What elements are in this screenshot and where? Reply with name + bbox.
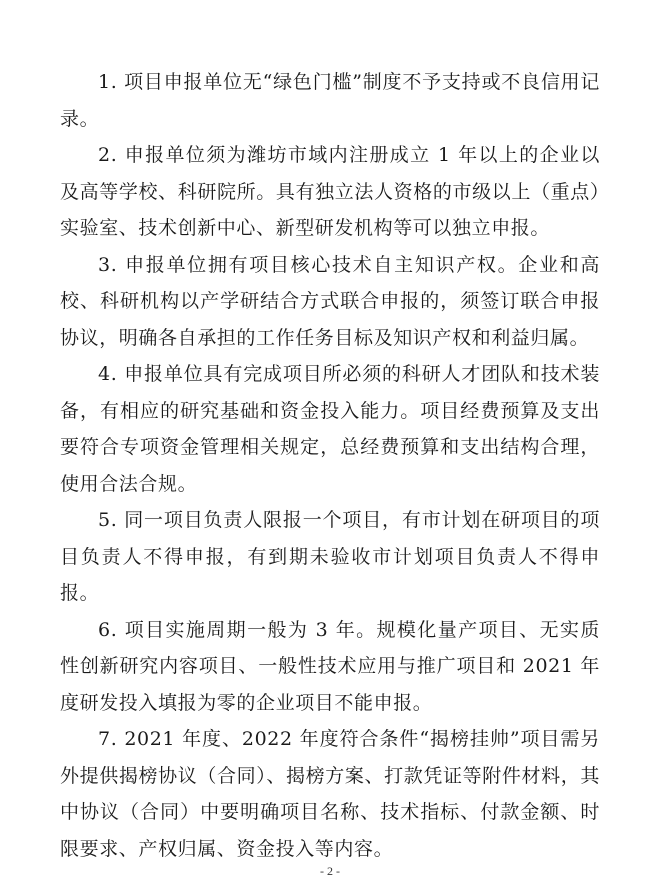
page-number: - 2 - <box>320 864 340 878</box>
paragraph-1: 1. 项目申报单位无“绿色门槛”制度不予支持或不良信用记录。 <box>60 71 600 130</box>
paragraph-4: 4. 申报单位具有完成项目所必须的科研人才团队和技术装备，有相应的研究基础和资金投入能力。项目经费预算及支出要符合专项资金管理相关规定，总经费预算和支出结构合理，使用合法合规。 <box>60 363 600 495</box>
paragraph-7: 7. 2021 年度、2022 年度符合条件“揭榜挂帅”项目需另外提供揭榜协议（合同）、揭榜方案、打款凭证等附件材料，其中协议（合同）中要明确项目名称、技术指标、付款金额、时限要求、产权归属、资金投入等内容。 <box>60 728 600 860</box>
paragraph-3: 3. 申报单位拥有项目核心技术自主知识产权。企业和高校、科研机构以产学研结合方式联合申报的，须签订联合申报协议，明确各自承担的工作任务目标及知识产权和利益归属。 <box>60 253 600 349</box>
paragraph-2: 2. 申报单位须为潍坊市域内注册成立 1 年以上的企业以及高等学校、科研院所。具有独立法人资格的市级以上（重点）实验室、技术创新中心、新型研发机构等可以独立申报。 <box>60 144 600 239</box>
document-body <box>60 64 600 867</box>
paragraph-6: 6. 项目实施周期一般为 3 年。规模化量产项目、无实质性创新研究内容项目、一般性技术应用与推广项目和 2021 年度研发投入填报为零的企业项目不能申报。 <box>60 618 600 714</box>
paragraph-5: 5. 同一项目负责人限报一个项目，有市计划在研项目的项目负责人不得申报，有到期未验收市计划项目负责人不得申报。 <box>60 509 600 604</box>
